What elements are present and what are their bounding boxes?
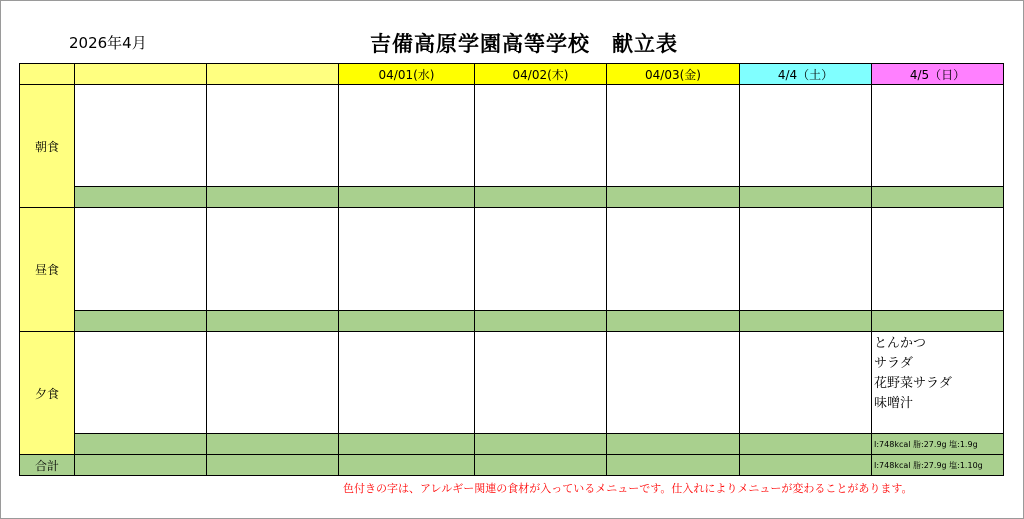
nutrition-cell xyxy=(74,310,207,332)
menu-item: サラダ xyxy=(874,356,913,371)
nutrition-cell xyxy=(338,186,475,208)
total-cell xyxy=(338,454,475,476)
nutrition-cell xyxy=(474,186,607,208)
total-cell xyxy=(74,454,207,476)
menu-cell xyxy=(474,84,607,187)
nutrition-cell xyxy=(474,310,607,332)
header-day-sat: 4/4（土） xyxy=(739,63,872,85)
menu-cell xyxy=(206,207,339,311)
total-cell-sunday: I:748kcal 脂:27.9g 塩:1.10g xyxy=(871,454,1004,476)
menu-cell xyxy=(606,207,740,311)
menu-cell-sunday-dinner xyxy=(871,331,1004,434)
nutrition-cell xyxy=(338,433,475,455)
menu-cell xyxy=(739,331,872,434)
header-day-fri: 04/03(金) xyxy=(606,63,740,85)
menu-cell xyxy=(206,331,339,434)
menu-cell xyxy=(338,84,475,187)
meal-label-dinner: 夕食 xyxy=(19,331,75,455)
menu-cell xyxy=(606,84,740,187)
nutrition-cell xyxy=(206,310,339,332)
header-day-wed: 04/01(水) xyxy=(338,63,475,85)
nutrition-cell xyxy=(74,433,207,455)
menu-cell xyxy=(739,207,872,311)
menu-item: 花野菜サラダ xyxy=(874,376,952,391)
nutrition-cell xyxy=(739,310,872,332)
nutrition-cell xyxy=(74,186,207,208)
menu-item: とんかつ xyxy=(874,336,927,351)
month-label: 2026年4月 xyxy=(69,34,147,52)
nutrition-cell xyxy=(338,310,475,332)
nutrition-cell xyxy=(474,433,607,455)
nutrition-cell xyxy=(739,433,872,455)
allergy-footnote: 色付きの字は、アレルギー関連の食材が入っているメニューです。仕入れによりメニューが変わることがあります。 xyxy=(343,482,913,495)
total-label: 合計 xyxy=(19,454,75,476)
nutrition-cell xyxy=(606,310,740,332)
meal-label-breakfast: 朝食 xyxy=(19,84,75,208)
total-cell xyxy=(474,454,607,476)
menu-cell xyxy=(474,207,607,311)
nutrition-cell xyxy=(871,310,1004,332)
header-day-2 xyxy=(206,63,339,85)
header-day-thu: 04/02(木) xyxy=(474,63,607,85)
nutrition-cell xyxy=(871,186,1004,208)
nutrition-cell xyxy=(206,433,339,455)
total-cell xyxy=(206,454,339,476)
menu-cell xyxy=(338,207,475,311)
total-cell xyxy=(606,454,740,476)
nutrition-cell xyxy=(606,433,740,455)
nutrition-cell-sunday-dinner: I:748kcal 脂:27.9g 塩:1.9g xyxy=(871,433,1004,455)
meal-label-lunch: 昼食 xyxy=(19,207,75,332)
menu-cell xyxy=(338,331,475,434)
menu-cell xyxy=(74,331,207,434)
menu-item: 味噌汁 xyxy=(874,396,914,411)
header-day-1 xyxy=(74,63,207,85)
menu-cell xyxy=(206,84,339,187)
menu-cell xyxy=(606,331,740,434)
menu-cell xyxy=(871,84,1004,187)
menu-cell xyxy=(871,207,1004,311)
nutrition-cell xyxy=(606,186,740,208)
page-title: 吉備高原学園高等学校 献立表 xyxy=(370,32,678,56)
header-corner xyxy=(19,63,75,85)
nutrition-cell xyxy=(206,186,339,208)
nutrition-cell xyxy=(739,186,872,208)
menu-cell xyxy=(739,84,872,187)
menu-cell xyxy=(74,84,207,187)
total-cell xyxy=(739,454,872,476)
menu-cell xyxy=(474,331,607,434)
header-day-sun: 4/5（日） xyxy=(871,63,1004,85)
menu-cell xyxy=(74,207,207,311)
